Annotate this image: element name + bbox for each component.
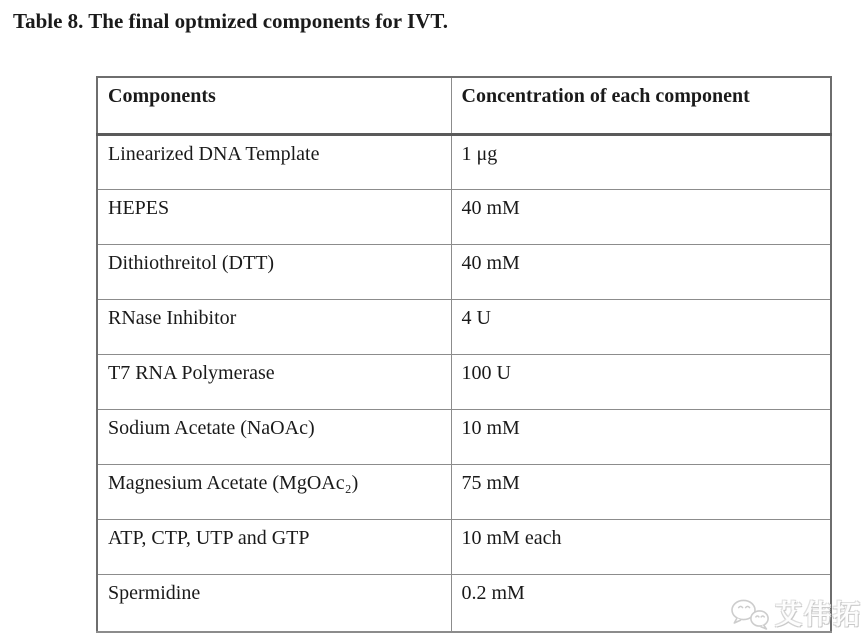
component-cell: Linearized DNA Template (97, 134, 451, 189)
component-cell: T7 RNA Polymerase (97, 354, 451, 409)
component-cell: RNase Inhibitor (97, 299, 451, 354)
concentration-cell: 40 mM (451, 244, 831, 299)
page-title: Table 8. The final optmized components for IVT. (13, 9, 449, 33)
concentration-cell: 0.2 mM (451, 574, 831, 632)
table-row (97, 464, 831, 519)
ivt-components-table (96, 76, 832, 633)
table-row (97, 244, 831, 299)
concentration-cell: 10 mM each (451, 519, 831, 574)
table-row (97, 574, 831, 632)
component-cell: Sodium Acetate (NaOAc) (97, 409, 451, 464)
concentration-cell: 10 mM (451, 409, 831, 464)
component-cell: HEPES (97, 189, 451, 244)
table-row (97, 519, 831, 574)
component-cell: Magnesium Acetate (MgOAc₂) (97, 464, 451, 519)
table-header-row (97, 77, 831, 134)
table-row (97, 134, 831, 189)
table-row (97, 299, 831, 354)
column-header-components: Components (97, 77, 451, 134)
component-cell: Spermidine (97, 574, 451, 632)
component-cell: ATP, CTP, UTP and GTP (97, 519, 451, 574)
column-header-concentration: Concentration of each component (451, 77, 831, 134)
concentration-cell: 75 mM (451, 464, 831, 519)
table-row (97, 189, 831, 244)
concentration-cell: 4 U (451, 299, 831, 354)
watermark-text: 艾伟拓 (775, 599, 862, 631)
concentration-cell: 40 mM (451, 189, 831, 244)
table-row (97, 409, 831, 464)
concentration-cell: 100 U (451, 354, 831, 409)
component-cell: Dithiothreitol (DTT) (97, 244, 451, 299)
table-row (97, 354, 831, 409)
concentration-cell: 1 μg (451, 134, 831, 189)
